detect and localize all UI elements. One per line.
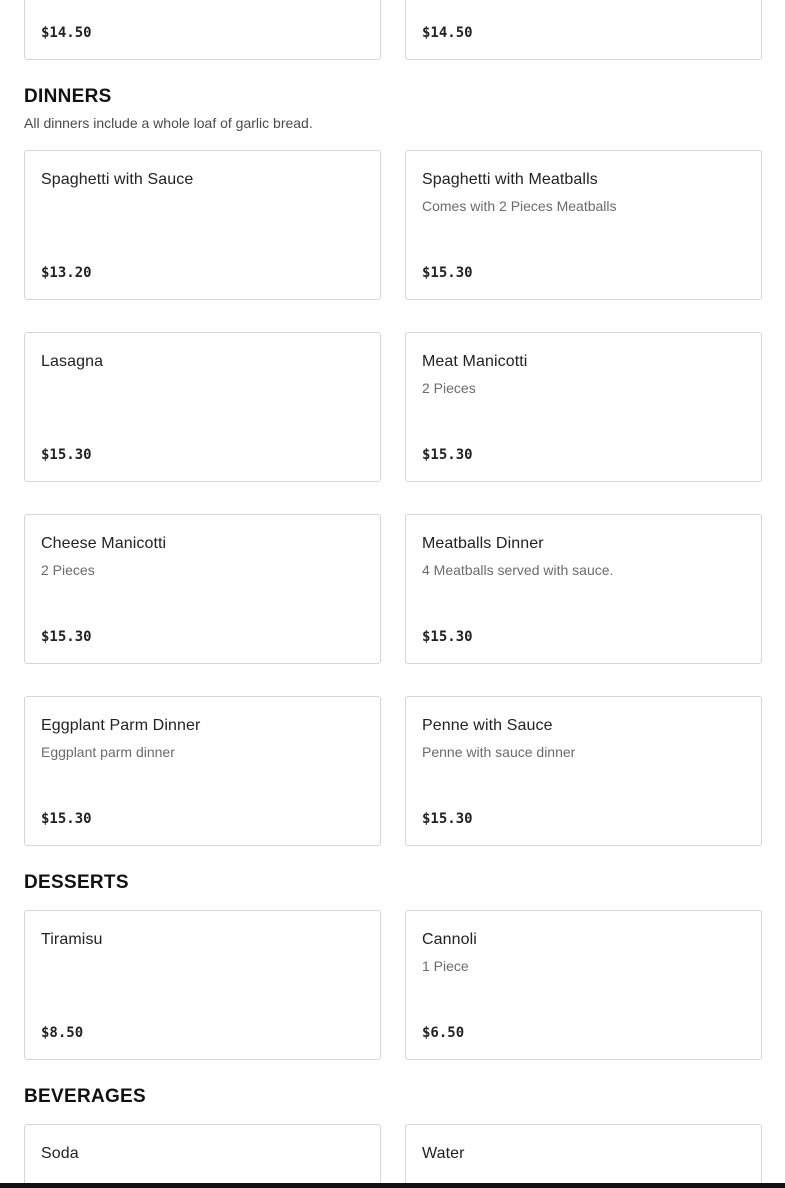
item-name: Spaghetti with Sauce [41,171,194,188]
item-description: Comes with 2 Pieces Meatballs [422,198,617,214]
item-description: 2 Pieces [41,562,95,578]
item-name: Cannoli [422,931,477,948]
menu-item-card[interactable] [405,910,762,1060]
item-name: Water [422,1145,465,1162]
item-name: Eggplant Parm Dinner [41,717,201,734]
menu-item-card[interactable] [405,332,762,482]
item-description: 1 Piece [422,958,469,974]
menu-item-card[interactable] [24,332,381,482]
section-title-dinners: DINNERS [24,86,112,107]
menu-item-card[interactable] [405,1124,762,1188]
item-description: 2 Pieces [422,380,476,396]
section-title-beverages: BEVERAGES [24,1086,147,1107]
menu-item-card[interactable] [24,514,381,664]
item-price: $15.30 [422,265,473,281]
menu-item-card[interactable] [24,910,381,1060]
item-price: $8.50 [41,1025,84,1041]
item-description: 4 Meatballs served with sauce. [422,562,614,578]
item-price: $6.50 [422,1025,465,1041]
menu-item-card[interactable] [405,0,762,60]
item-name: Meatballs Dinner [422,535,544,552]
menu-item-card[interactable] [405,514,762,664]
section-title-desserts: DESSERTS [24,872,129,893]
item-name: Penne with Sauce [422,717,553,734]
item-price: $15.30 [41,447,92,463]
item-price: $15.30 [422,629,473,645]
item-description: Penne with sauce dinner [422,744,576,760]
bottom-bar [0,1183,785,1188]
menu-item-card[interactable] [24,150,381,300]
item-name: Spaghetti with Meatballs [422,171,598,188]
menu-item-card[interactable] [24,696,381,846]
menu-item-card[interactable] [24,0,381,60]
item-price: $14.50 [41,25,92,41]
item-price: $15.30 [422,811,473,827]
item-name: Meat Manicotti [422,353,528,370]
item-price: $15.30 [422,447,473,463]
item-price: $15.30 [41,811,92,827]
menu-item-card[interactable] [24,1124,381,1188]
section-subtitle-dinners: All dinners include a whole loaf of garlic bread. [24,115,313,131]
item-name: Lasagna [41,353,104,370]
item-name: Soda [41,1145,79,1162]
item-description: Eggplant parm dinner [41,744,175,760]
item-name: Cheese Manicotti [41,535,167,552]
menu-item-card[interactable] [405,150,762,300]
menu-item-card[interactable] [405,696,762,846]
item-price: $15.30 [41,629,92,645]
item-price: $14.50 [422,25,473,41]
item-name: Tiramisu [41,931,103,948]
item-price: $13.20 [41,265,92,281]
